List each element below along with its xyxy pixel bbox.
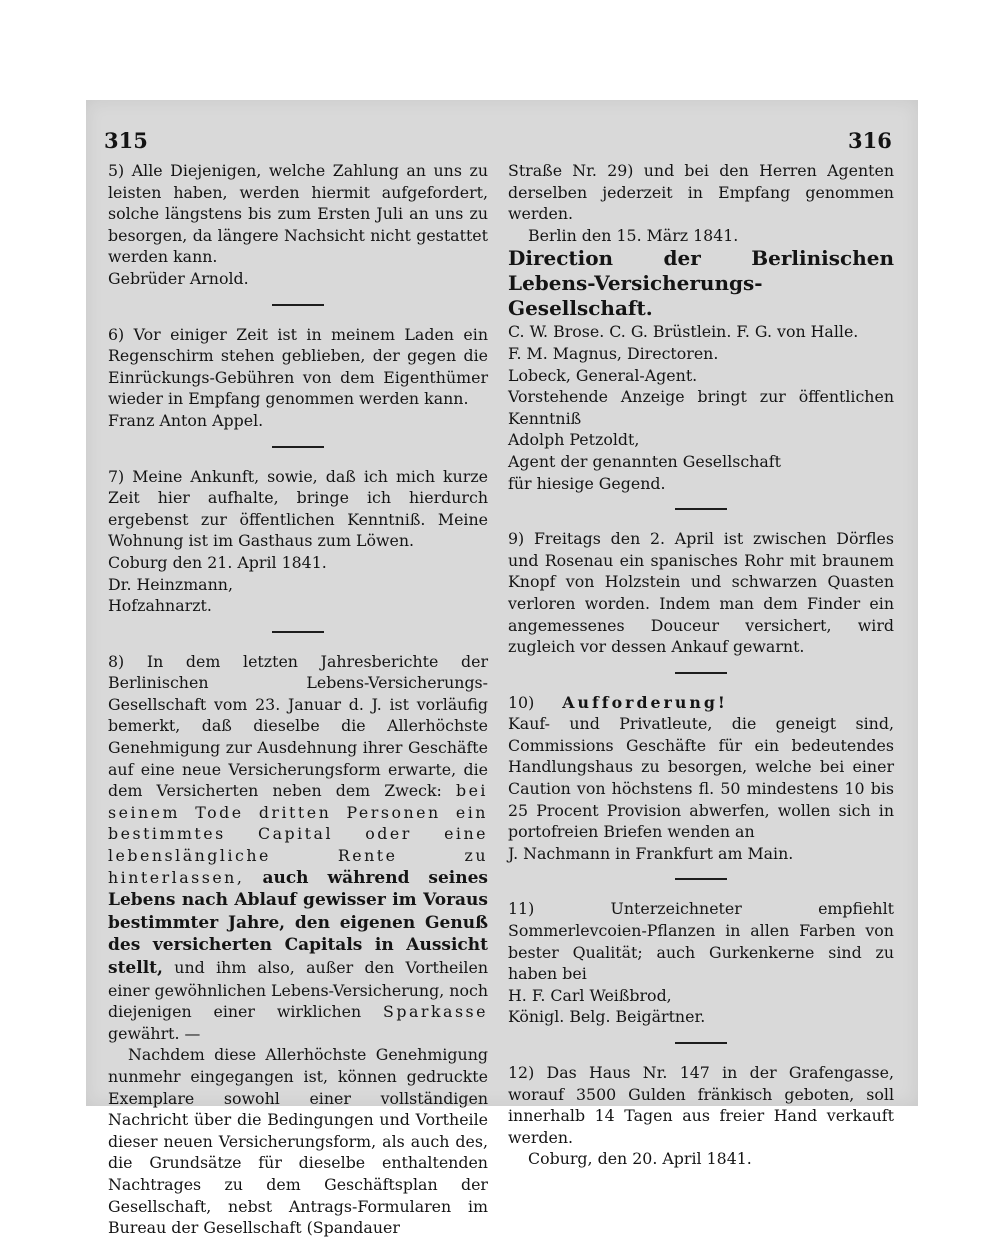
separator-rule [675, 672, 727, 674]
notice-6 [108, 324, 488, 432]
directors-names-cont: F. M. Magnus, Directoren. [508, 343, 719, 363]
notice-6-signature: Franz Anton Appel. [108, 410, 264, 430]
notice-10-title: Aufforderung! [562, 692, 728, 712]
notice-11-signature-title: Königl. Belg. Beigärtner. [508, 1007, 706, 1027]
notice-7-place-date: Coburg den 21. April 1841. [108, 552, 327, 572]
company-direction-heading: Direction der Berlinischen Lebens-Versicherungs-Gesellschaft. [508, 246, 894, 321]
notice-8-bold-text: auch während seines Lebens nach Ablauf gewisser im Voraus bestimmter Jahre, den eigenen Genuß des versicherten Capitals in Aussicht stellt, [108, 867, 489, 978]
notice-9 [508, 528, 894, 658]
notice-8-paragraph-2: Nachdem diese Allerhöchste Genehmigung nunmehr eingegangen ist, können gedruckte Exemplare sowohl einer vollständigen Nachricht über die Bedingungen und Vortheile dieser neuen Versicherungsform, als auch des, die Grundsätze für dieselbe enthaltenden Nachtrages zu dem Geschäftsplan der Gesellschaft, nebst Antrags-Formularen im Bureau der Gesellschaft (Spandauer [108, 1045, 488, 1238]
separator-rule [675, 878, 727, 880]
notice-8-spaced-text: bei seinem Tode dritten Personen ein bestimmtes Capital oder eine lebenslängliche Rente zu hinterlassen, [108, 781, 488, 887]
notice-10 [508, 692, 894, 865]
left-column [108, 160, 488, 1239]
notice-8-spaced-word: Sparkasse [383, 1002, 489, 1022]
notice-10-signature: J. Nachmann in Frankfurt am Main. [508, 843, 794, 863]
page-number-left: 315 [104, 128, 148, 153]
page-number-right: 316 [848, 128, 892, 153]
notice-8-place-date: Berlin den 15. März 1841. [528, 225, 739, 245]
agent-region: für hiesige Gegend. [508, 473, 666, 493]
notice-11 [508, 898, 894, 1028]
notice-7-text: 7) Meine Ankunft, sowie, daß ich mich kurze Zeit hier aufhalte, bringe ich hierdurch ergebenst zur öffentlichen Kenntniß. Meine Wohnung ist im Gasthaus zum Löwen. [108, 466, 488, 551]
directors-names: C. W. Brose. C. G. Brüstlein. F. G. von Halle. [508, 322, 859, 342]
separator-rule [675, 508, 727, 510]
notice-12-place-date: Coburg, den 20. April 1841. [528, 1149, 752, 1169]
notice-11-text: 11) Unterzeichneter empfiehlt Sommerlevcoien-Pflanzen in allen Farben von bester Qualität; auch Gurkenkerne sind zu haben bei [508, 899, 894, 984]
separator-rule [272, 446, 324, 448]
right-column [508, 160, 894, 1170]
notice-8-intro: 8) In dem letzten Jahresberichte der Berlinischen Lebens-Versicherungs-Gesellschaft vom 23. Januar d. J. ist vorläufig bemerkt, daß dieselbe die Allerhöchste Genehmigung zur Ausdehnung ihrer Geschäfte auf eine neue Versicherungsform erwarte, die dem Versicherten neben dem Zweck: [108, 651, 488, 801]
notice-6-text: 6) Vor einiger Zeit ist in meinem Laden ein Regenschirm stehen geblieben, der gegen die Einrückungs-Gebühren von dem Eigenthümer wieder in Empfang genommen werden kann. [108, 324, 488, 409]
notice-5-signature: Gebrüder Arnold. [108, 268, 249, 288]
notice-12 [508, 1062, 894, 1170]
notice-7-signature-title: Hofzahnarzt. [108, 596, 212, 616]
agent-name: Adolph Petzoldt, [508, 430, 640, 450]
separator-rule [272, 631, 324, 633]
notice-10-text: Kauf- und Privatleute, die geneigt sind, Commissions Geschäfte für ein bedeutendes Handlungshaus zu besorgen, welche bei einer Caution von höchstens fl. 50 mindestens 10 bis 25 Procent Provision abwerfen, wollen sich in portofreien Briefen wenden an [508, 714, 894, 842]
notice-11-signature-name: H. F. Carl Weißbrod, [508, 985, 672, 1005]
notice-8-continued [508, 160, 894, 494]
notice-8-continued-text: Straße Nr. 29) und bei den Herren Agenten derselben jederzeit in Empfang genommen werden. [508, 161, 894, 224]
agent-role: Agent der genannten Gesellschaft [508, 451, 782, 471]
notice-10-heading [508, 692, 894, 714]
notice-8-continuation: und ihm also, außer den Vortheilen einer gewöhnlichen Lebens-Versicherung, noch diejenigen einer wirklichen [108, 958, 489, 1022]
notice-8 [108, 651, 488, 1239]
notice-5 [108, 160, 488, 290]
notice-8-ending: gewährt. — [108, 1023, 201, 1043]
general-agent: Lobeck, General-Agent. [508, 365, 698, 385]
agent-notice: Vorstehende Anzeige bringt zur öffentlichen Kenntniß [508, 387, 894, 428]
notice-8-paragraph-1 [108, 651, 488, 1045]
separator-rule [272, 304, 324, 306]
notice-7-signature-name: Dr. Heinzmann, [108, 574, 233, 594]
notice-9-text: 9) Freitags den 2. April ist zwischen Dörfles und Rosenau ein spanisches Rohr mit braunem Knopf von Holzstein und schwarzen Quasten verloren worden. Indem man dem Finder ein angemessenes Douceur versichert, wird zugleich vor dessen Ankauf gewarnt. [508, 529, 894, 657]
notice-12-text: 12) Das Haus Nr. 147 in der Grafengasse, worauf 3500 Gulden fränkisch geboten, soll innerhalb 14 Tagen aus freier Hand verkauft werden. [508, 1063, 894, 1147]
separator-rule [675, 1042, 727, 1044]
notice-5-text: 5) Alle Diejenigen, welche Zahlung an uns zu leisten haben, werden hiermit aufgefordert, solche längstens bis zum Ersten Juli an uns zu besorgen, da längere Nachsicht nicht gestattet werden kann. [108, 161, 488, 267]
notice-7 [108, 466, 488, 617]
notice-10-number: 10) [508, 692, 535, 712]
